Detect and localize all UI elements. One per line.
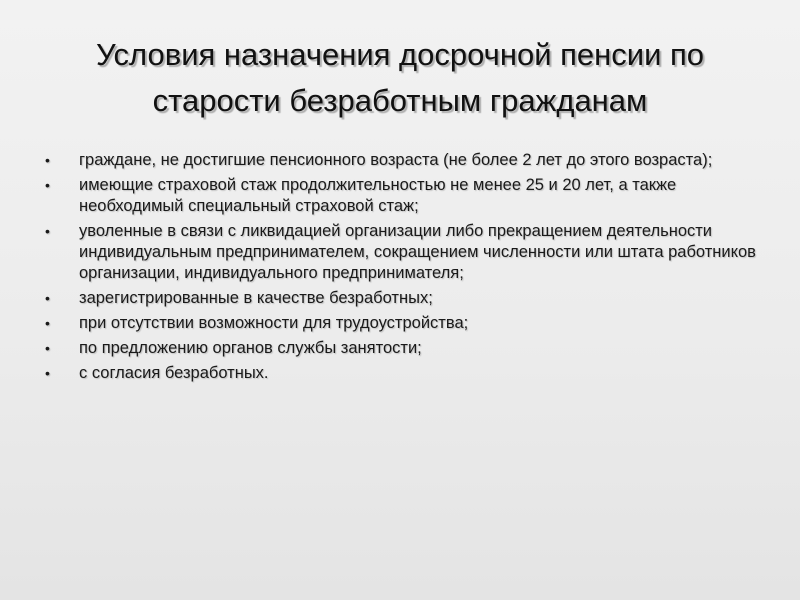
list-item-text: при отсутствии возможности для трудоустройства;	[79, 314, 469, 332]
bullet-icon: •	[45, 223, 50, 239]
list-item	[45, 288, 765, 309]
list-item-text: уволенные в связи с ликвидацией организации либо прекращением деятельности индивидуальным предпринимателем, сокращением численности или штата работников организации, индивидуального предпринимателя;	[79, 222, 756, 282]
list-item	[45, 175, 765, 217]
list-item-text: с согласия безработных.	[79, 364, 269, 382]
list-item	[45, 150, 765, 171]
bullet-list	[45, 150, 765, 388]
list-item	[45, 313, 765, 334]
list-item-text: по предложению органов службы занятости;	[79, 339, 422, 357]
list-item-text: граждане, не достигшие пенсионного возраста (не более 2 лет до этого возраста);	[79, 151, 713, 169]
list-item	[45, 221, 765, 284]
bullet-icon: •	[45, 152, 50, 168]
list-item-text: имеющие страховой стаж продолжительностью не менее 25 и 20 лет, а также необходимый специальный страховой стаж;	[79, 176, 677, 215]
slide-title: Условия назначения досрочной пенсии по старости безработным гражданам	[95, 37, 705, 118]
bullet-icon: •	[45, 365, 50, 381]
list-item-text: зарегистрированные в качестве безработных;	[79, 289, 433, 307]
bullet-icon: •	[45, 290, 50, 306]
list-item	[45, 363, 765, 384]
bullet-icon: •	[45, 340, 50, 356]
list-item	[45, 338, 765, 359]
bullet-icon: •	[45, 177, 50, 193]
bullet-icon: •	[45, 315, 50, 331]
